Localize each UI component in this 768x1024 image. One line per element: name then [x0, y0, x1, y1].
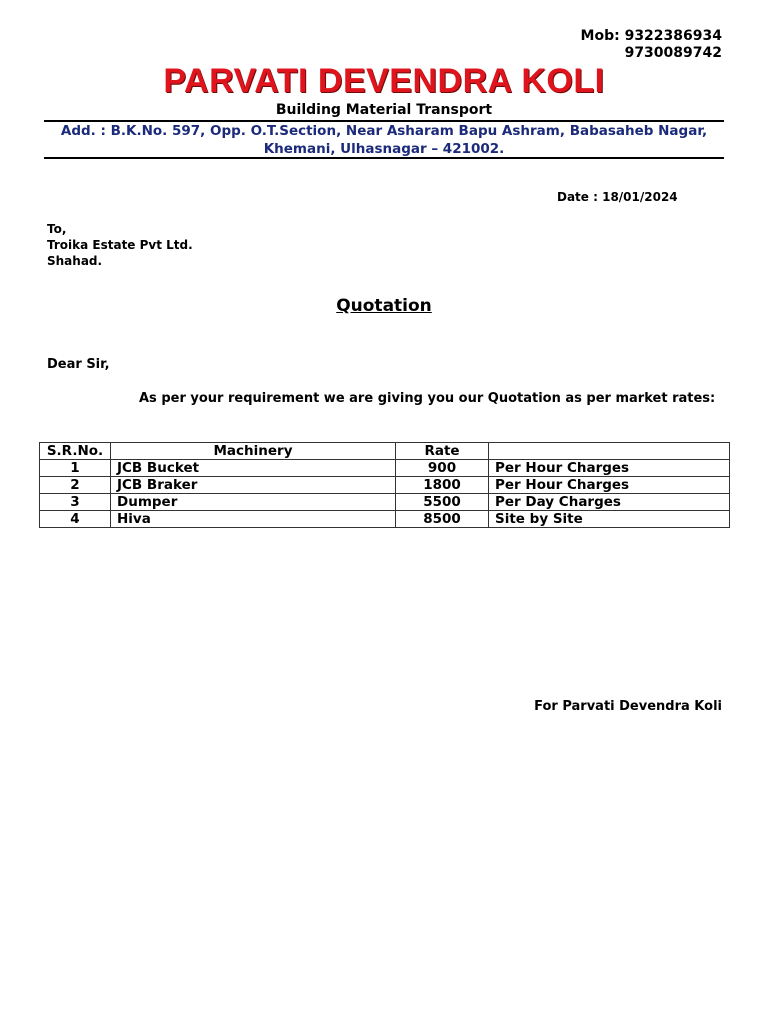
cell-srno: 3 — [40, 494, 111, 511]
mobile-number-secondary: 9730089742 — [624, 45, 722, 61]
cell-charge-basis: Per Hour Charges — [489, 460, 730, 477]
table-header-row — [40, 443, 730, 460]
address-line-2: Khemani, Ulhasnagar – 421002. — [263, 141, 505, 157]
cell-srno: 1 — [40, 460, 111, 477]
letter-date: Date : 18/01/2024 — [557, 190, 678, 204]
table-row — [40, 477, 730, 494]
mobile-number-primary: Mob: 9322386934 — [580, 28, 722, 44]
company-name: PARVATI DEVENDRA KOLI — [163, 62, 605, 100]
cell-rate: 8500 — [396, 511, 489, 528]
recipient-place: Shahad. — [47, 254, 103, 268]
cell-machinery: JCB Bucket — [111, 460, 396, 477]
cell-machinery: Hiva — [111, 511, 396, 528]
header-srno: S.R.No. — [40, 443, 111, 460]
signoff: For Parvati Devendra Koli — [534, 699, 722, 714]
table-row — [40, 460, 730, 477]
quotation-table — [39, 442, 730, 528]
cell-charge-basis: Site by Site — [489, 511, 730, 528]
header-charge-basis — [489, 443, 730, 460]
company-tagline: Building Material Transport — [275, 102, 493, 118]
cell-rate: 5500 — [396, 494, 489, 511]
intro-paragraph: As per your requirement we are giving you our Quotation as per market rates: — [139, 391, 716, 406]
company-address — [44, 122, 724, 158]
recipient-block — [47, 221, 193, 269]
cell-rate: 900 — [396, 460, 489, 477]
header-divider-bottom — [44, 157, 724, 159]
to-label: To, — [47, 222, 67, 236]
mobile-numbers — [581, 28, 722, 62]
salutation: Dear Sir, — [47, 357, 110, 372]
recipient-name: Troika Estate Pvt Ltd. — [47, 238, 193, 252]
cell-charge-basis: Per Hour Charges — [489, 477, 730, 494]
cell-srno: 2 — [40, 477, 111, 494]
header-machinery: Machinery — [111, 443, 396, 460]
cell-srno: 4 — [40, 511, 111, 528]
table-row — [40, 494, 730, 511]
address-line-1: Add. : B.K.No. 597, Opp. O.T.Section, Near Asharam Bapu Ashram, Babasaheb Nagar, — [60, 123, 708, 139]
table-row — [40, 511, 730, 528]
cell-machinery: JCB Braker — [111, 477, 396, 494]
cell-charge-basis: Per Day Charges — [489, 494, 730, 511]
header-rate: Rate — [396, 443, 489, 460]
cell-rate: 1800 — [396, 477, 489, 494]
cell-machinery: Dumper — [111, 494, 396, 511]
document-title: Quotation — [336, 296, 432, 316]
